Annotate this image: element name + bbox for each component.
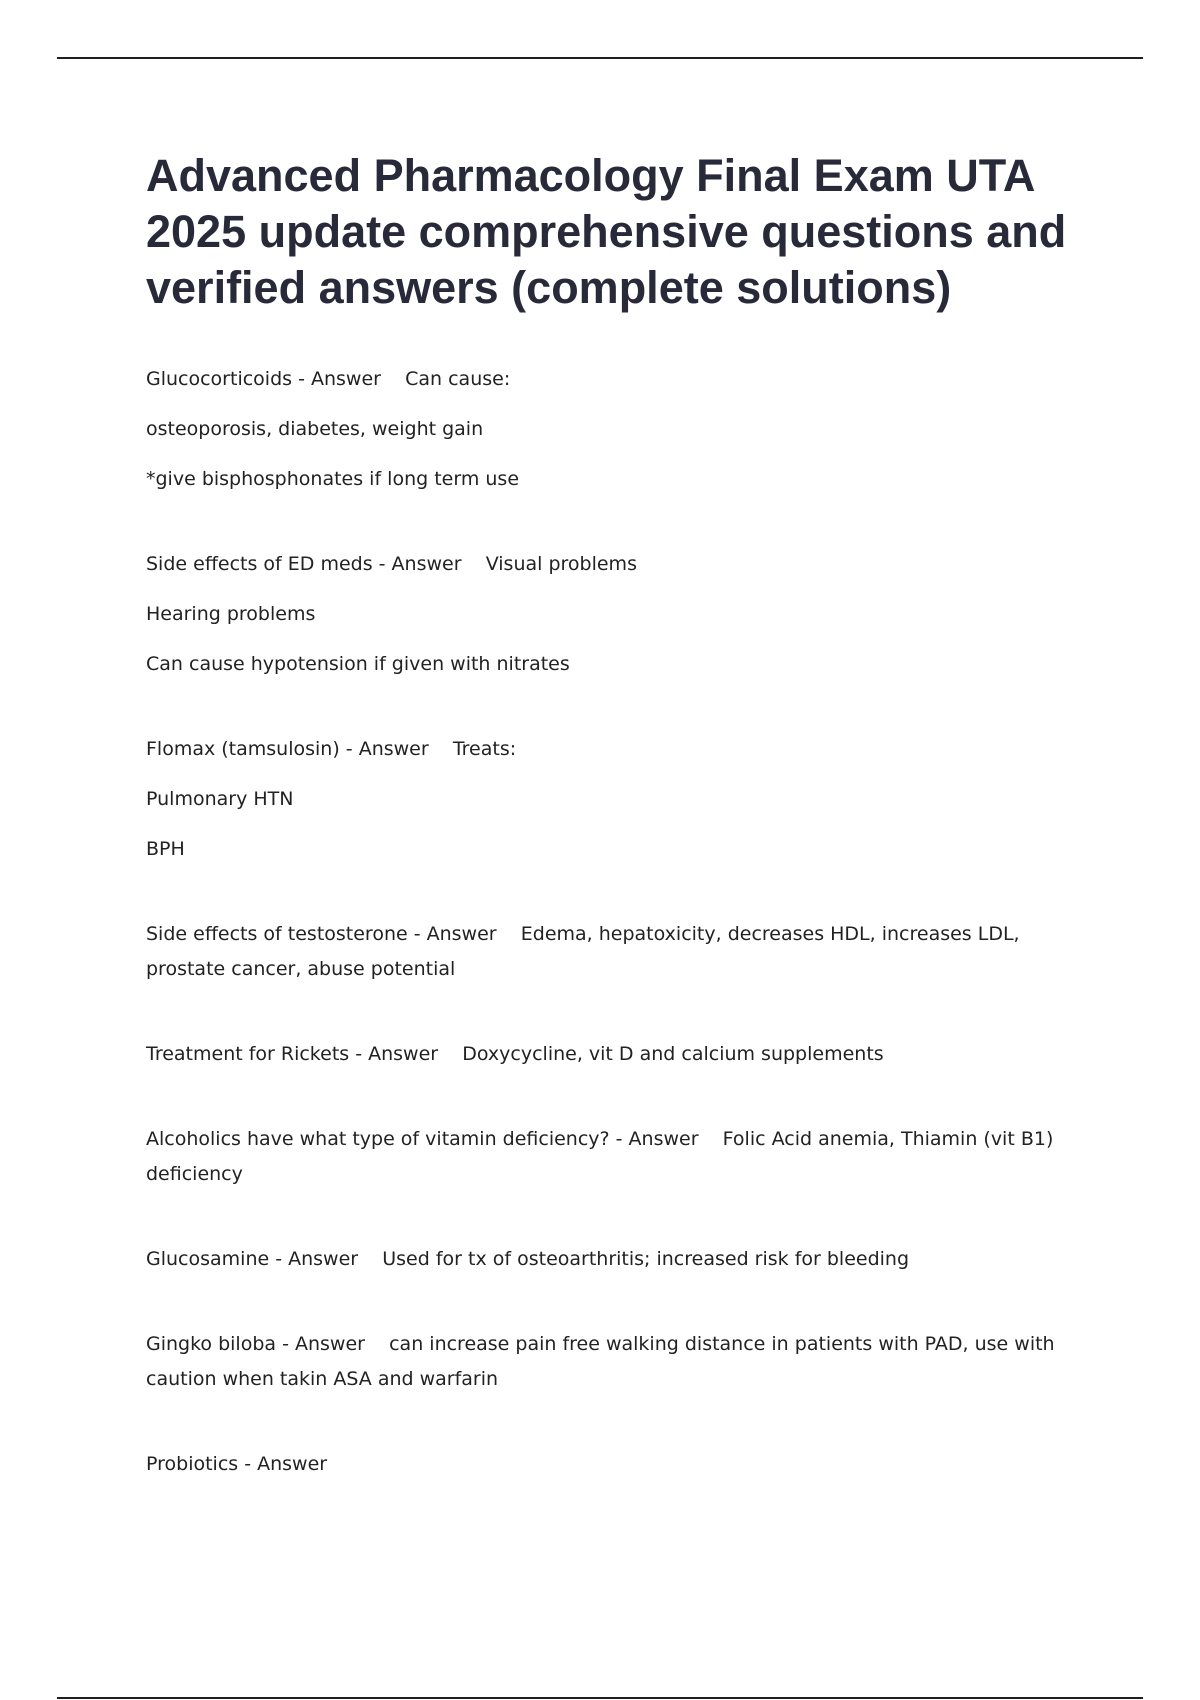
qa-line: Gingko biloba - Answer can increase pain free walking distance in patients with PAD, use with caution when takin ASA and warfarin xyxy=(146,1333,1061,1390)
qa-line: Glucocorticoids - Answer Can cause: xyxy=(146,368,511,390)
qa-line: Hearing problems xyxy=(146,603,316,625)
qa-line: Side effects of testosterone - Answer Edema, hepatoxicity, decreases HDL, increases LDL, prostate cancer, abuse potential xyxy=(146,923,1026,980)
document-title: Advanced Pharmacology Final Exam UTA 2025 update comprehensive questions and verified answers (complete solutions) xyxy=(146,150,1067,313)
document-body xyxy=(146,148,1086,1532)
qa-line: Probiotics - Answer xyxy=(146,1453,328,1475)
qa-entry-rickets xyxy=(146,1037,1086,1072)
qa-line: Can cause hypotension if given with nitrates xyxy=(146,653,570,675)
qa-line: osteoporosis, diabetes, weight gain xyxy=(146,418,484,440)
qa-line: Alcoholics have what type of vitamin deficiency? - Answer Folic Acid anemia, Thiamin (vit B1) deficiency xyxy=(146,1128,1060,1185)
qa-entry-glucosamine xyxy=(146,1242,1086,1277)
top-rule xyxy=(57,57,1143,59)
qa-entry-testosterone xyxy=(146,917,1086,987)
qa-entry-alcoholics xyxy=(146,1122,1086,1192)
qa-entry-flomax xyxy=(146,732,1086,867)
qa-entry-gingko xyxy=(146,1327,1086,1397)
qa-entry-glucocorticoids xyxy=(146,362,1086,497)
qa-line: BPH xyxy=(146,838,185,860)
qa-entry-probiotics xyxy=(146,1447,1086,1482)
qa-line: Pulmonary HTN xyxy=(146,788,294,810)
qa-line: Treatment for Rickets - Answer Doxycycline, vit D and calcium supplements xyxy=(146,1043,884,1065)
qa-line: Glucosamine - Answer Used for tx of osteoarthritis; increased risk for bleeding xyxy=(146,1248,910,1270)
qa-line: Flomax (tamsulosin) - Answer Treats: xyxy=(146,738,517,760)
qa-line: *give bisphosphonates if long term use xyxy=(146,468,520,490)
bottom-rule xyxy=(57,1697,1143,1699)
qa-line: Side effects of ED meds - Answer Visual problems xyxy=(146,553,637,575)
qa-entry-ed-meds xyxy=(146,547,1086,682)
